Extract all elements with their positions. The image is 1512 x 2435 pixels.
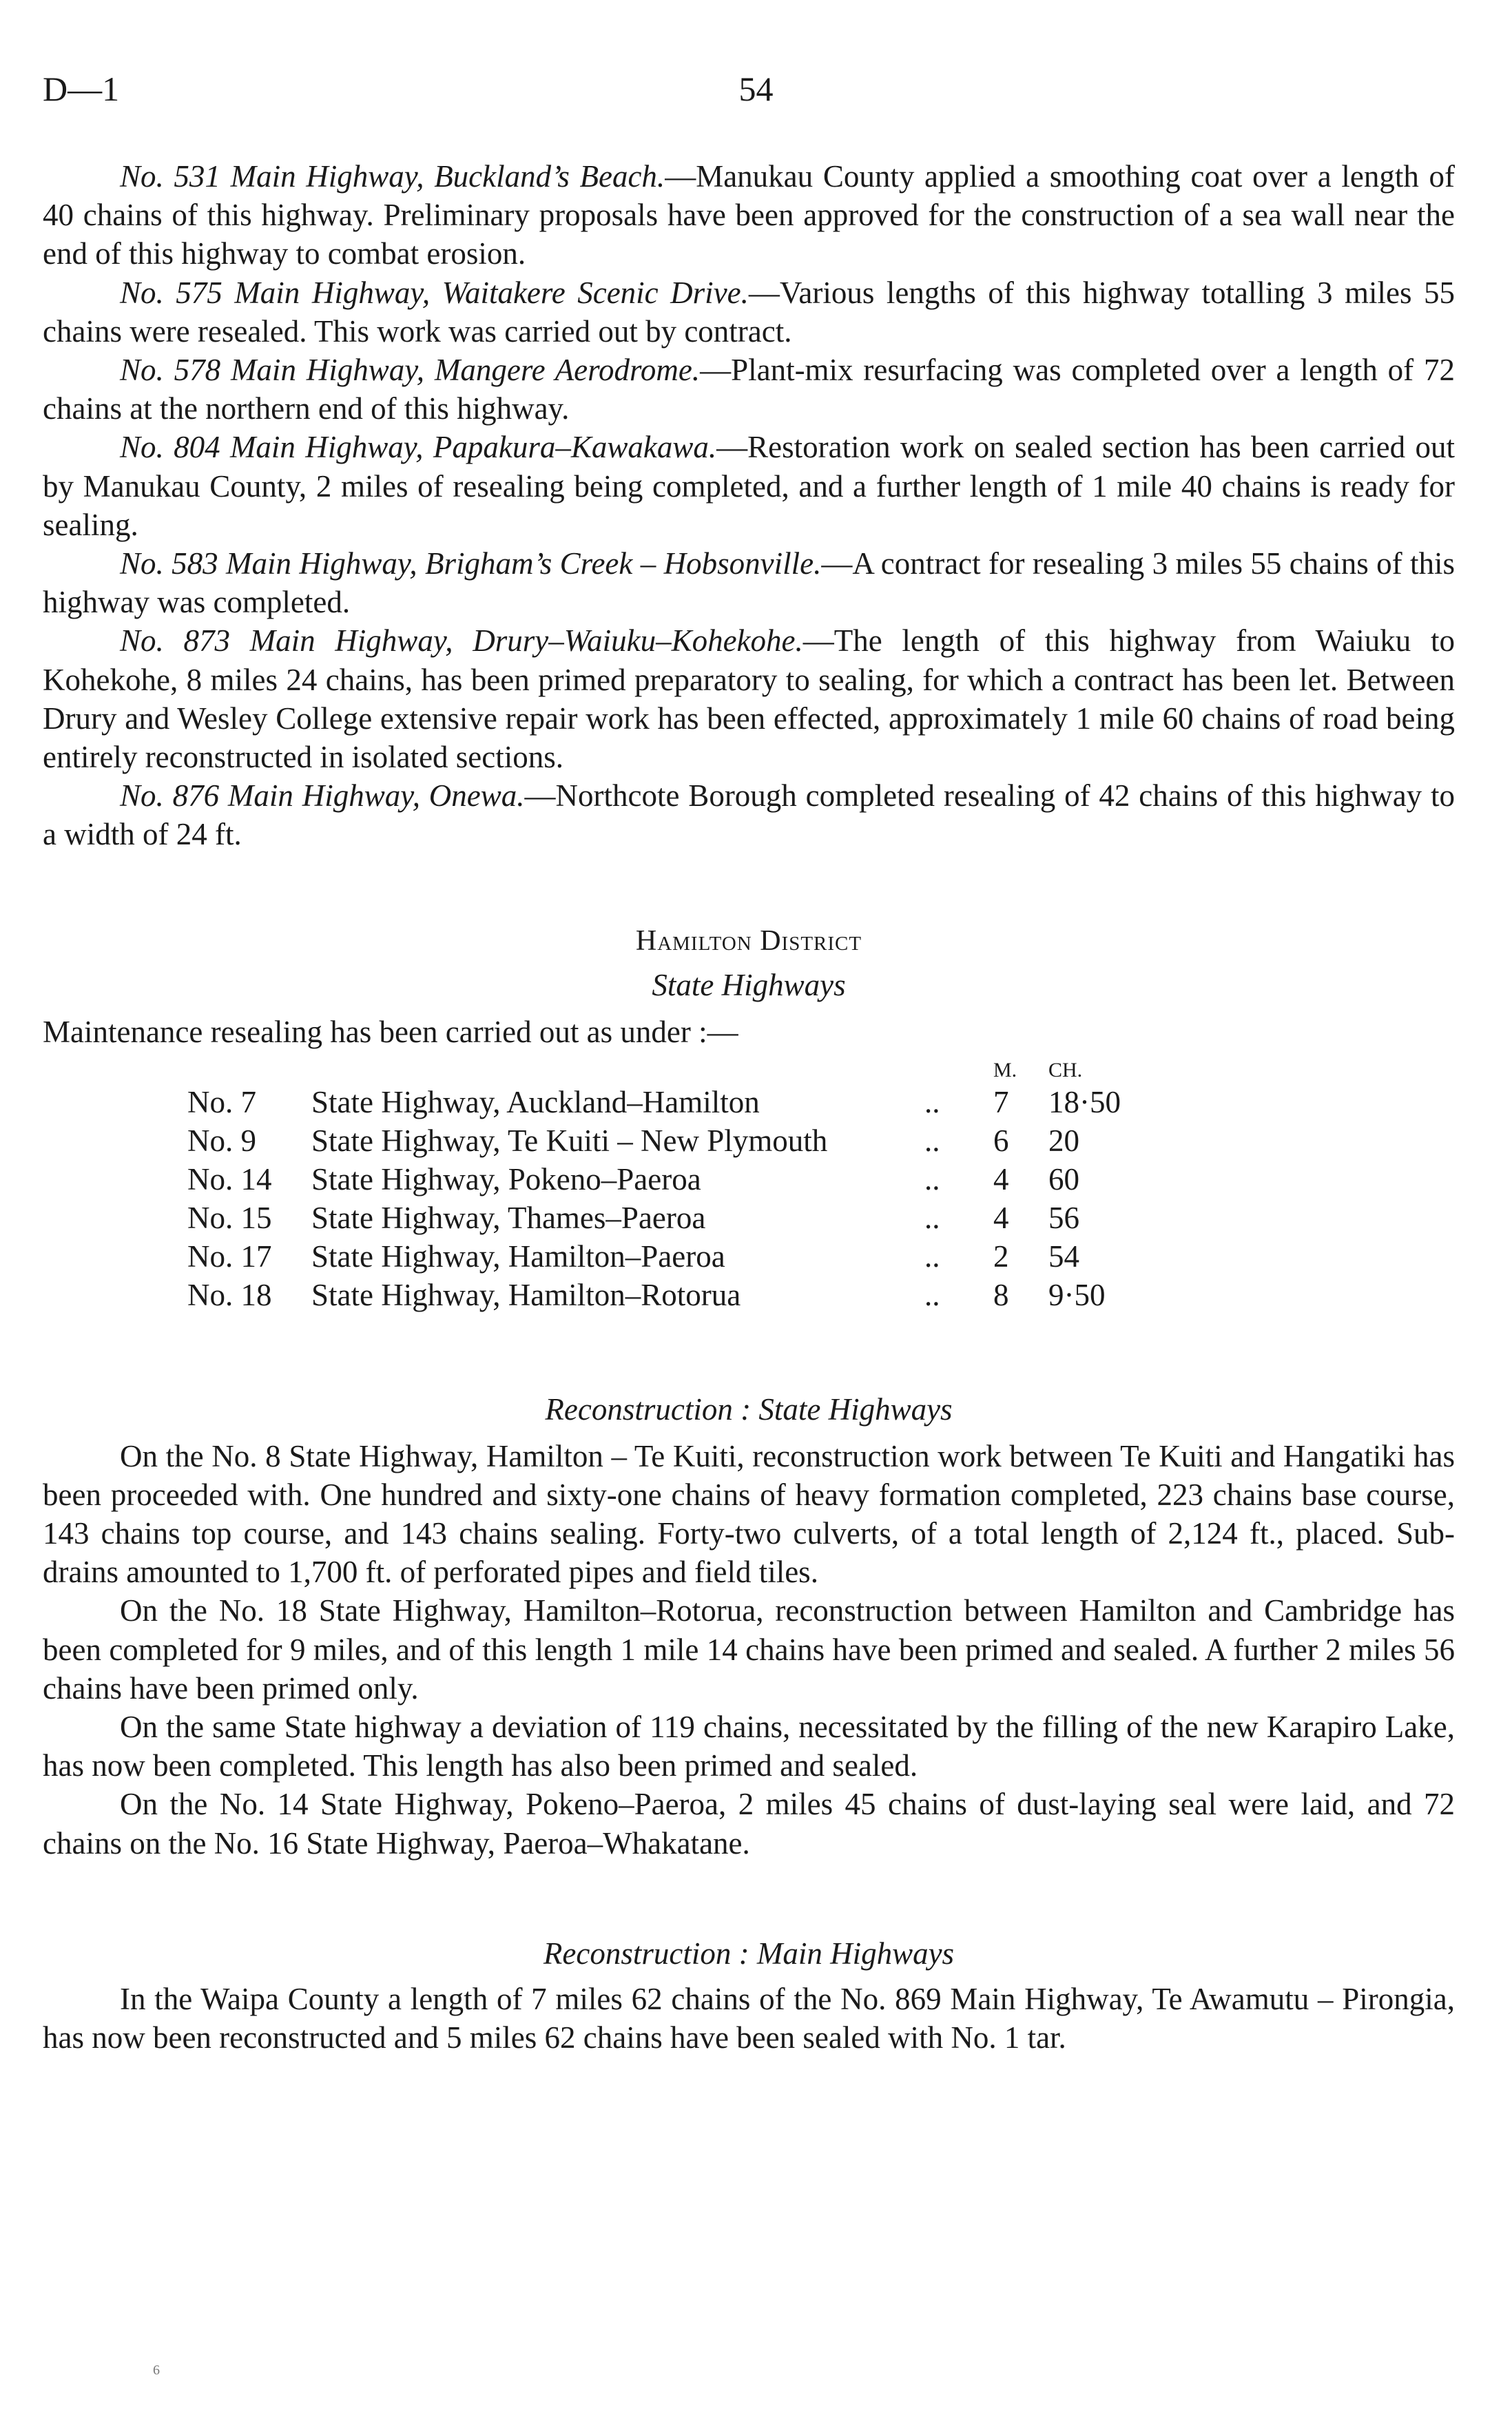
paragraph-body: —Northcote Borough completed resealing of 42 chains of this highway to a width of 24 ft. [43, 778, 1455, 852]
highway-paragraph-876 [43, 776, 1455, 853]
highway-number: No. 18 [187, 1277, 272, 1312]
miles-value: 2 [993, 1239, 1009, 1274]
page-content [43, 157, 1455, 2057]
table-row [187, 1160, 1145, 1199]
miles-value: 6 [993, 1123, 1009, 1158]
reconstruction-main-heading: Reconstruction : Main Highways [543, 1936, 955, 1971]
chains-value: 9·50 [1048, 1277, 1106, 1312]
district-subheading: State Highways [652, 967, 846, 1002]
paragraph-title: No. 804 Main Highway, Papakura–Kawakawa. [120, 430, 717, 465]
reconstruction-state-section [43, 1437, 1455, 1863]
paragraph-body: —A contract for resealing 3 miles 55 chains of this highway was completed. [43, 546, 1455, 620]
leader-dots: .. [924, 1123, 940, 1158]
miles-value: 7 [993, 1084, 1009, 1119]
table-row [187, 1237, 1145, 1276]
main-highways-section [43, 157, 1455, 854]
paragraph-title: No. 575 Main Highway, Waitakere Scenic Drive. [120, 275, 749, 310]
reconstruction-paragraph: On the No. 8 State Highway, Hamilton – Te Kuiti, reconstruction work between Te Kuiti and Hangatiki has been proceeded with. One hundred and sixty-one chains of heavy formation completed, 223 chains base course, 143 chains top course, and 143 chains sealing. Forty-two culverts, of a total length of 2,124 ft., placed. Sub-drains amounted to 1,700 ft. of perforated pipes and field tiles. [43, 1438, 1455, 1590]
highway-number: No. 14 [187, 1161, 272, 1196]
resealing-intro: Maintenance resealing has been carried out as under :— [43, 1014, 738, 1049]
paragraph-body: —Restoration work on sealed section has been carried out by Manukau County, 2 miles of resealing being completed, and a further length of 1 mile 40 chains is ready for sealing. [43, 430, 1455, 542]
chains-value: 60 [1048, 1161, 1079, 1196]
column-miles-header: M. [993, 1058, 1017, 1081]
paragraph-body: —Manukau County applied a smoothing coat over a length of 40 chains of this highway. Preliminary proposals have been approved for the construction of a sea wall near the end of this highway to combat erosion. [43, 159, 1455, 271]
paragraph-title: No. 583 Main Highway, Brigham’s Creek – Hobsonville. [120, 546, 822, 581]
highway-paragraph-583 [43, 544, 1455, 621]
reconstruction-state-heading: Reconstruction : State Highways [545, 1391, 953, 1427]
paragraph-body: —Various lengths of this highway totalling 3 miles 55 chains were resealed. This work was carried out by contract. [43, 275, 1455, 349]
highway-name: State Highway, Hamilton–Paeroa [311, 1239, 725, 1274]
table-header-row [187, 1054, 1145, 1083]
reconstruction-paragraph: On the No. 14 State Highway, Pokeno–Paeroa, 2 miles 45 chains of dust-laying seal were laid, and 72 chains on the No. 16 State Highway, Paeroa–Whakatane. [43, 1787, 1455, 1861]
highway-name: State Highway, Auckland–Hamilton [311, 1084, 760, 1119]
table-row [187, 1276, 1145, 1314]
highway-name: State Highway, Pokeno–Paeroa [311, 1161, 701, 1196]
miles-value: 4 [993, 1200, 1009, 1235]
reconstruction-paragraph: In the Waipa County a length of 7 miles 62 chains of the No. 869 Main Highway, Te Awamutu – Pirongia, has now been reconstructed and 5 miles 62 chains have been sealed with No. 1 tar. [43, 1981, 1455, 2055]
document-reference: D—1 [43, 70, 120, 108]
chains-value: 18·50 [1048, 1084, 1121, 1119]
highway-name: State Highway, Te Kuiti – New Plymouth [311, 1123, 828, 1158]
highway-paragraph-531 [43, 157, 1455, 273]
table-row [187, 1083, 1145, 1121]
miles-value: 4 [993, 1161, 1009, 1196]
leader-dots: .. [924, 1084, 940, 1119]
reconstruction-main-section [43, 1980, 1455, 2057]
table-row [187, 1199, 1145, 1237]
highway-paragraph-804 [43, 428, 1455, 544]
leader-dots: .. [924, 1239, 940, 1274]
highway-paragraph-873 [43, 621, 1455, 776]
paragraph-body: —The length of this highway from Waiuku to Kohekohe, 8 miles 24 chains, has been primed preparatory to sealing, for which a contract has been let. Between Drury and Wesley College extensive repair work has been effected, approximately 1 mile 60 chains of road being entirely reconstructed in isolated sections. [43, 623, 1455, 775]
highway-paragraph-575 [43, 273, 1455, 351]
paragraph-title: No. 531 Main Highway, Buckland’s Beach. [120, 159, 665, 194]
chains-value: 56 [1048, 1200, 1079, 1235]
highway-name: State Highway, Hamilton–Rotorua [311, 1277, 741, 1312]
table-row [187, 1121, 1145, 1160]
leader-dots: .. [924, 1161, 940, 1196]
district-heading: Hamilton District [635, 924, 862, 957]
paragraph-title: No. 876 Main Highway, Onewa. [120, 778, 525, 814]
reconstruction-paragraph: On the No. 18 State Highway, Hamilton–Rotorua, reconstruction between Hamilton and Cambridge has been completed for 9 miles, and of this length 1 mile 14 chains have been primed and sealed. A further 2 miles 56 chains have been primed only. [43, 1593, 1455, 1706]
highway-number: No. 7 [187, 1084, 256, 1119]
reconstruction-paragraph: On the same State highway a deviation of 119 chains, necessitated by the filling of the new Karapiro Lake, has now been completed. This length has also been primed and sealed. [43, 1710, 1455, 1783]
leader-dots: .. [924, 1200, 940, 1235]
paragraph-title: No. 873 Main Highway, Drury–Waiuku–Kohekohe. [120, 623, 803, 659]
highway-number: No. 15 [187, 1200, 272, 1235]
column-chains-header: CH. [1048, 1058, 1083, 1081]
highway-number: No. 17 [187, 1239, 272, 1274]
chains-value: 54 [1048, 1239, 1079, 1274]
printer-mark: 6 [153, 2363, 160, 2378]
leader-dots: .. [924, 1277, 940, 1312]
resealing-table [187, 1054, 1145, 1314]
page-header [43, 69, 1469, 117]
page-number: 54 [738, 70, 774, 108]
highway-name: State Highway, Thames–Paeroa [311, 1200, 706, 1235]
paragraph-body: —Plant-mix resurfacing was completed over a length of 72 chains at the northern end of this highway. [43, 353, 1455, 426]
highway-paragraph-578 [43, 351, 1455, 428]
highway-number: No. 9 [187, 1123, 256, 1158]
paragraph-title: No. 578 Main Highway, Mangere Aerodrome. [120, 353, 701, 388]
chains-value: 20 [1048, 1123, 1079, 1158]
miles-value: 8 [993, 1277, 1009, 1312]
